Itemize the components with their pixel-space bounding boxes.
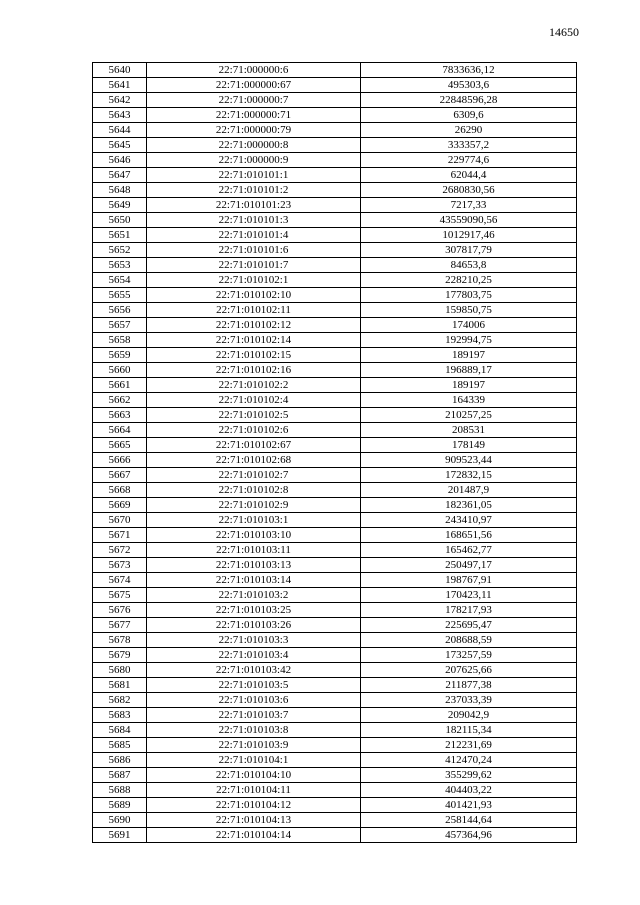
row-number-cell: 5678 [93, 633, 147, 648]
value-cell: 2680830,56 [361, 183, 577, 198]
row-number-cell: 5642 [93, 93, 147, 108]
table-row [93, 168, 577, 183]
cadastral-number-cell: 22:71:010103:25 [147, 603, 361, 618]
row-number-cell: 5682 [93, 693, 147, 708]
row-number-cell: 5674 [93, 573, 147, 588]
row-number-cell: 5650 [93, 213, 147, 228]
row-number-cell: 5659 [93, 348, 147, 363]
value-cell: 177803,75 [361, 288, 577, 303]
table-row [93, 678, 577, 693]
row-number-cell: 5675 [93, 588, 147, 603]
cadastral-number-cell: 22:71:010103:1 [147, 513, 361, 528]
table-row [93, 273, 577, 288]
value-cell: 355299,62 [361, 768, 577, 783]
table-row [93, 633, 577, 648]
value-cell: 198767,91 [361, 573, 577, 588]
cadastral-number-cell: 22:71:010103:6 [147, 693, 361, 708]
table-row [93, 138, 577, 153]
cadastral-number-cell: 22:71:000000:8 [147, 138, 361, 153]
value-cell: 26290 [361, 123, 577, 138]
table-body [93, 63, 577, 843]
value-cell: 208688,59 [361, 633, 577, 648]
table-row [93, 258, 577, 273]
value-cell: 159850,75 [361, 303, 577, 318]
row-number-cell: 5677 [93, 618, 147, 633]
value-cell: 333357,2 [361, 138, 577, 153]
table-row [93, 573, 577, 588]
value-cell: 192994,75 [361, 333, 577, 348]
cadastral-number-cell: 22:71:010103:11 [147, 543, 361, 558]
value-cell: 62044,4 [361, 168, 577, 183]
cadastral-number-cell: 22:71:010103:7 [147, 708, 361, 723]
row-number-cell: 5686 [93, 753, 147, 768]
table-row [93, 333, 577, 348]
cadastral-number-cell: 22:71:010102:9 [147, 498, 361, 513]
row-number-cell: 5688 [93, 783, 147, 798]
row-number-cell: 5655 [93, 288, 147, 303]
value-cell: 211877,38 [361, 678, 577, 693]
cadastral-number-cell: 22:71:010101:2 [147, 183, 361, 198]
cadastral-number-cell: 22:71:010102:5 [147, 408, 361, 423]
value-cell: 6309,6 [361, 108, 577, 123]
value-cell: 412470,24 [361, 753, 577, 768]
cadastral-number-cell: 22:71:010102:4 [147, 393, 361, 408]
value-cell: 172832,15 [361, 468, 577, 483]
row-number-cell: 5643 [93, 108, 147, 123]
cadastral-number-cell: 22:71:010102:6 [147, 423, 361, 438]
table-row [93, 753, 577, 768]
row-number-cell: 5656 [93, 303, 147, 318]
row-number-cell: 5640 [93, 63, 147, 78]
value-cell: 43559090,56 [361, 213, 577, 228]
value-cell: 401421,93 [361, 798, 577, 813]
value-cell: 201487,9 [361, 483, 577, 498]
row-number-cell: 5676 [93, 603, 147, 618]
value-cell: 237033,39 [361, 693, 577, 708]
cadastral-number-cell: 22:71:010101:23 [147, 198, 361, 213]
table-row [93, 108, 577, 123]
value-cell: 212231,69 [361, 738, 577, 753]
table-row [93, 453, 577, 468]
row-number-cell: 5666 [93, 453, 147, 468]
table-row [93, 213, 577, 228]
table-row [93, 288, 577, 303]
value-cell: 165462,77 [361, 543, 577, 558]
cadastral-number-cell: 22:71:010103:14 [147, 573, 361, 588]
cadastral-number-cell: 22:71:010102:16 [147, 363, 361, 378]
row-number-cell: 5687 [93, 768, 147, 783]
row-number-cell: 5660 [93, 363, 147, 378]
cadastral-number-cell: 22:71:010102:2 [147, 378, 361, 393]
cadastral-number-cell: 22:71:000000:79 [147, 123, 361, 138]
row-number-cell: 5657 [93, 318, 147, 333]
cadastral-number-cell: 22:71:010102:67 [147, 438, 361, 453]
table-row [93, 588, 577, 603]
value-cell: 495303,6 [361, 78, 577, 93]
value-cell: 164339 [361, 393, 577, 408]
table-row [93, 783, 577, 798]
value-cell: 178149 [361, 438, 577, 453]
row-number-cell: 5654 [93, 273, 147, 288]
table-row [93, 468, 577, 483]
cadastral-number-cell: 22:71:000000:6 [147, 63, 361, 78]
cadastral-number-cell: 22:71:010103:8 [147, 723, 361, 738]
row-number-cell: 5664 [93, 423, 147, 438]
value-cell: 189197 [361, 378, 577, 393]
cadastral-number-cell: 22:71:010101:1 [147, 168, 361, 183]
table-row [93, 603, 577, 618]
row-number-cell: 5648 [93, 183, 147, 198]
table-row [93, 348, 577, 363]
table-row [93, 663, 577, 678]
cadastral-number-cell: 22:71:010103:13 [147, 558, 361, 573]
value-cell: 207625,66 [361, 663, 577, 678]
row-number-cell: 5691 [93, 828, 147, 843]
table-row [93, 363, 577, 378]
row-number-cell: 5684 [93, 723, 147, 738]
table-row [93, 318, 577, 333]
row-number-cell: 5670 [93, 513, 147, 528]
cadastral-number-cell: 22:71:010103:4 [147, 648, 361, 663]
value-cell: 170423,11 [361, 588, 577, 603]
table-row [93, 513, 577, 528]
table-row [93, 423, 577, 438]
row-number-cell: 5689 [93, 798, 147, 813]
page-number: 14650 [549, 25, 579, 39]
value-cell: 182115,34 [361, 723, 577, 738]
table-row [93, 828, 577, 843]
cadastral-number-cell: 22:71:000000:9 [147, 153, 361, 168]
row-number-cell: 5668 [93, 483, 147, 498]
table-row [93, 198, 577, 213]
table-row [93, 768, 577, 783]
cadastral-number-cell: 22:71:010103:2 [147, 588, 361, 603]
value-cell: 189197 [361, 348, 577, 363]
row-number-cell: 5685 [93, 738, 147, 753]
cadastral-number-cell: 22:71:000000:71 [147, 108, 361, 123]
cadastral-number-cell: 22:71:010101:3 [147, 213, 361, 228]
value-cell: 178217,93 [361, 603, 577, 618]
cadastral-number-cell: 22:71:010102:8 [147, 483, 361, 498]
table-row [93, 798, 577, 813]
table-row [93, 303, 577, 318]
value-cell: 225695,47 [361, 618, 577, 633]
cadastral-number-cell: 22:71:010102:11 [147, 303, 361, 318]
value-cell: 196889,17 [361, 363, 577, 378]
cadastral-number-cell: 22:71:010102:10 [147, 288, 361, 303]
cadastral-number-cell: 22:71:010102:15 [147, 348, 361, 363]
table-row [93, 693, 577, 708]
row-number-cell: 5647 [93, 168, 147, 183]
value-cell: 174006 [361, 318, 577, 333]
value-cell: 7217,33 [361, 198, 577, 213]
table-row [93, 813, 577, 828]
value-cell: 258144,64 [361, 813, 577, 828]
table-row [93, 228, 577, 243]
row-number-cell: 5653 [93, 258, 147, 273]
table-row [93, 63, 577, 78]
cadastral-number-cell: 22:71:010102:68 [147, 453, 361, 468]
table-row [93, 243, 577, 258]
table-row [93, 723, 577, 738]
value-cell: 229774,6 [361, 153, 577, 168]
value-cell: 457364,96 [361, 828, 577, 843]
table-row [93, 483, 577, 498]
value-cell: 210257,25 [361, 408, 577, 423]
value-cell: 250497,17 [361, 558, 577, 573]
cadastral-number-cell: 22:71:010104:11 [147, 783, 361, 798]
value-cell: 168651,56 [361, 528, 577, 543]
cadastral-number-cell: 22:71:010101:6 [147, 243, 361, 258]
row-number-cell: 5661 [93, 378, 147, 393]
value-cell: 7833636,12 [361, 63, 577, 78]
table-row [93, 543, 577, 558]
value-cell: 182361,05 [361, 498, 577, 513]
cadastral-number-cell: 22:71:010103:9 [147, 738, 361, 753]
cadastral-number-cell: 22:71:010103:10 [147, 528, 361, 543]
value-cell: 909523,44 [361, 453, 577, 468]
cadastral-number-cell: 22:71:010103:5 [147, 678, 361, 693]
cadastral-number-cell: 22:71:010104:10 [147, 768, 361, 783]
table-row [93, 528, 577, 543]
table-row [93, 183, 577, 198]
value-cell: 307817,79 [361, 243, 577, 258]
table-row [93, 738, 577, 753]
cadastral-number-cell: 22:71:010104:1 [147, 753, 361, 768]
table-row [93, 648, 577, 663]
value-cell: 84653,8 [361, 258, 577, 273]
value-cell: 243410,97 [361, 513, 577, 528]
table-row [93, 93, 577, 108]
value-cell: 1012917,46 [361, 228, 577, 243]
row-number-cell: 5671 [93, 528, 147, 543]
row-number-cell: 5680 [93, 663, 147, 678]
value-cell: 404403,22 [361, 783, 577, 798]
table-row [93, 393, 577, 408]
row-number-cell: 5690 [93, 813, 147, 828]
cadastral-value-table [92, 62, 577, 843]
table-row [93, 438, 577, 453]
table-row [93, 153, 577, 168]
row-number-cell: 5681 [93, 678, 147, 693]
row-number-cell: 5651 [93, 228, 147, 243]
row-number-cell: 5652 [93, 243, 147, 258]
cadastral-number-cell: 22:71:010101:4 [147, 228, 361, 243]
row-number-cell: 5645 [93, 138, 147, 153]
cadastral-number-cell: 22:71:010104:13 [147, 813, 361, 828]
row-number-cell: 5658 [93, 333, 147, 348]
value-cell: 209042,9 [361, 708, 577, 723]
cadastral-number-cell: 22:71:010104:12 [147, 798, 361, 813]
value-cell: 208531 [361, 423, 577, 438]
row-number-cell: 5665 [93, 438, 147, 453]
row-number-cell: 5662 [93, 393, 147, 408]
row-number-cell: 5646 [93, 153, 147, 168]
row-number-cell: 5669 [93, 498, 147, 513]
row-number-cell: 5649 [93, 198, 147, 213]
table-row [93, 708, 577, 723]
table-row [93, 618, 577, 633]
value-cell: 228210,25 [361, 273, 577, 288]
cadastral-number-cell: 22:71:010103:3 [147, 633, 361, 648]
cadastral-number-cell: 22:71:010103:42 [147, 663, 361, 678]
row-number-cell: 5672 [93, 543, 147, 558]
table-row [93, 123, 577, 138]
table-row [93, 78, 577, 93]
row-number-cell: 5663 [93, 408, 147, 423]
cadastral-number-cell: 22:71:000000:67 [147, 78, 361, 93]
table-row [93, 498, 577, 513]
cadastral-number-cell: 22:71:000000:7 [147, 93, 361, 108]
cadastral-number-cell: 22:71:010103:26 [147, 618, 361, 633]
table-row [93, 558, 577, 573]
cadastral-number-cell: 22:71:010102:7 [147, 468, 361, 483]
row-number-cell: 5641 [93, 78, 147, 93]
row-number-cell: 5673 [93, 558, 147, 573]
cadastral-number-cell: 22:71:010101:7 [147, 258, 361, 273]
value-cell: 22848596,28 [361, 93, 577, 108]
row-number-cell: 5679 [93, 648, 147, 663]
cadastral-number-cell: 22:71:010104:14 [147, 828, 361, 843]
table-row [93, 378, 577, 393]
cadastral-number-cell: 22:71:010102:14 [147, 333, 361, 348]
cadastral-number-cell: 22:71:010102:1 [147, 273, 361, 288]
row-number-cell: 5667 [93, 468, 147, 483]
row-number-cell: 5644 [93, 123, 147, 138]
row-number-cell: 5683 [93, 708, 147, 723]
value-cell: 173257,59 [361, 648, 577, 663]
table-row [93, 408, 577, 423]
cadastral-number-cell: 22:71:010102:12 [147, 318, 361, 333]
